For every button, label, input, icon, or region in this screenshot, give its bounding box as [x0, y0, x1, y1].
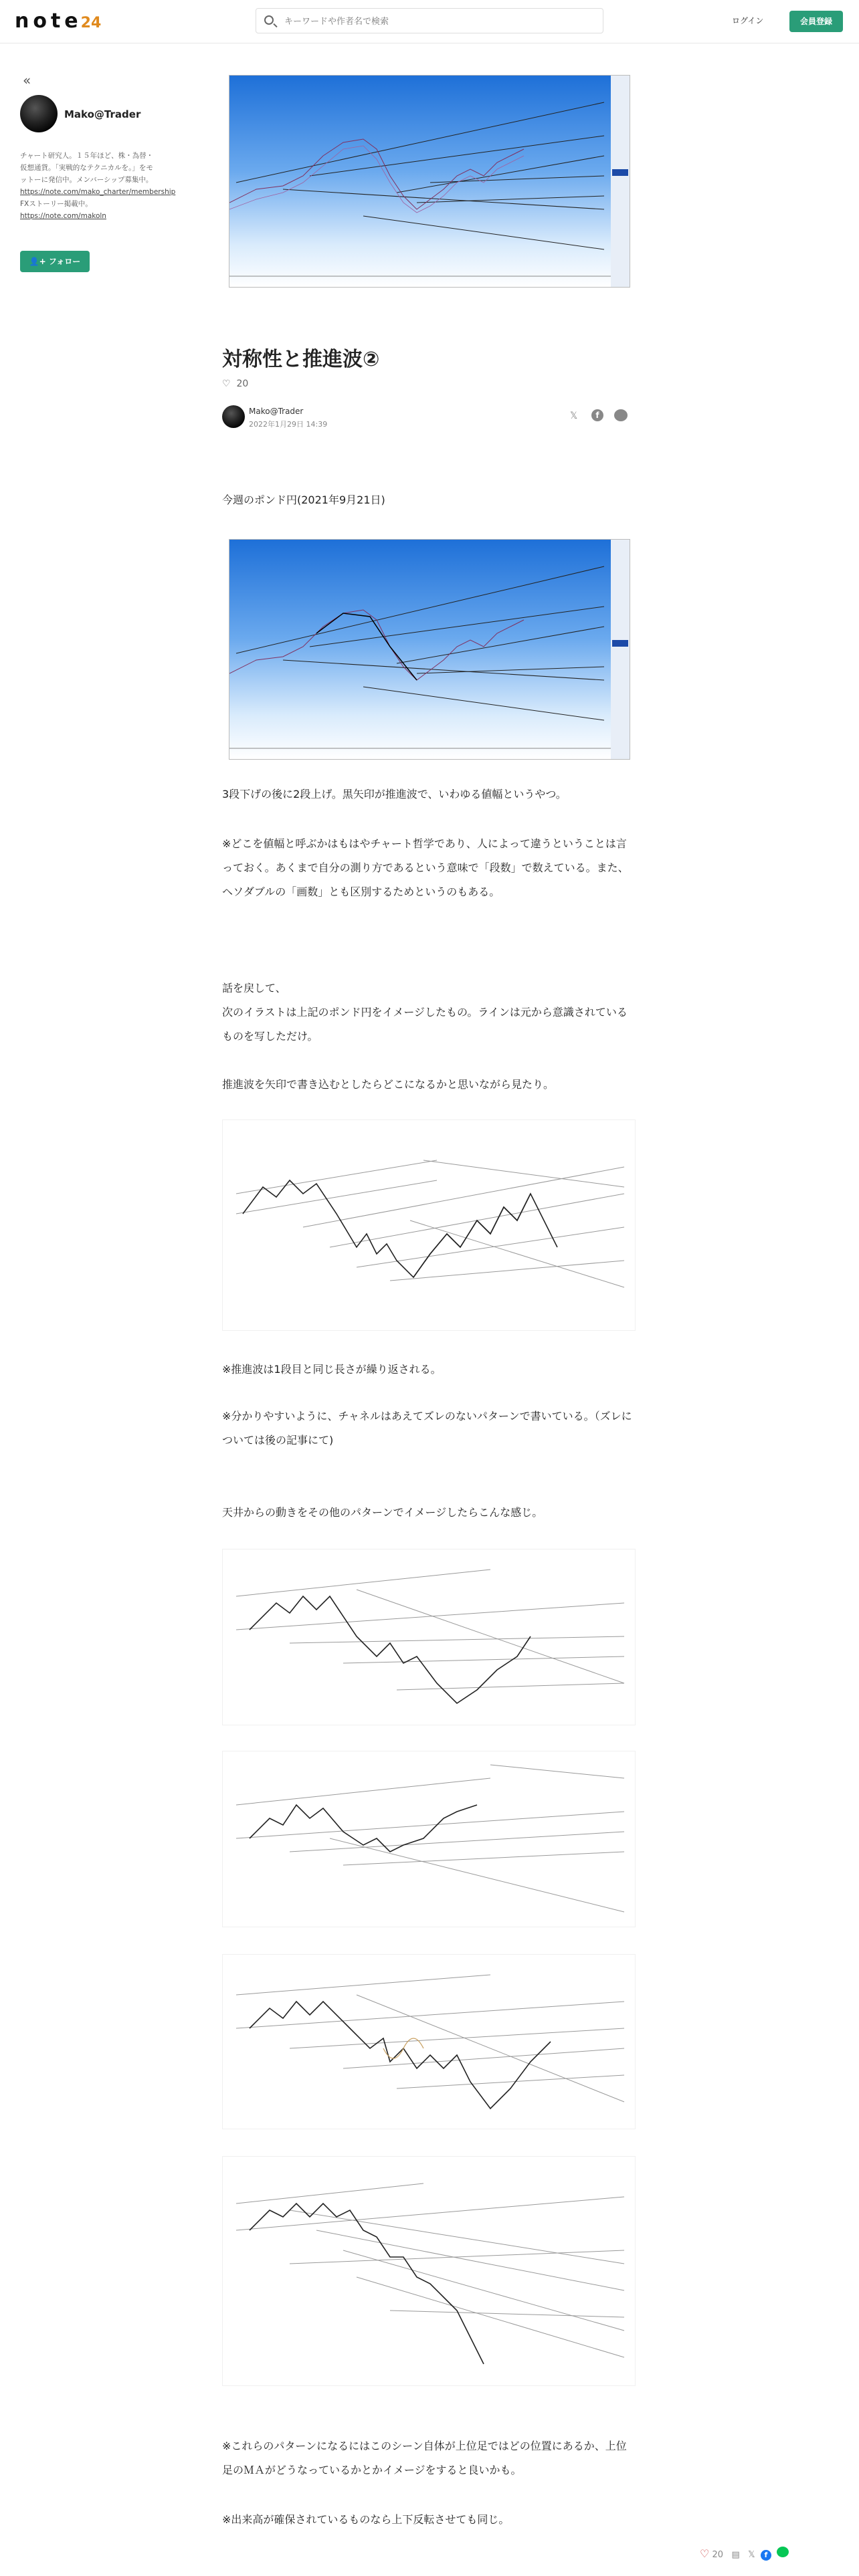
like-button[interactable]: [222, 379, 248, 389]
bio-text-mid: FXストーリー掲載中。: [20, 200, 92, 208]
login-link[interactable]: ログイン: [732, 16, 764, 25]
article-title: 対称性と推進波②: [222, 348, 380, 371]
user-name[interactable]: Mako@Trader: [64, 108, 141, 120]
heart-icon: ♡: [222, 379, 231, 389]
facebook-share-icon[interactable]: f: [761, 2550, 771, 2561]
signup-button[interactable]: 会員登録: [789, 11, 843, 32]
illustration-image: [222, 1549, 636, 1725]
logo-badge: 24: [80, 15, 102, 31]
facebook-share-icon[interactable]: f: [591, 409, 603, 421]
user-bio: [20, 150, 176, 222]
bottom-like-count: 20: [712, 2550, 724, 2560]
publish-date: 2022年1月29日 14:39: [249, 420, 328, 429]
avatar[interactable]: [20, 95, 58, 132]
search-input[interactable]: [283, 13, 593, 30]
site-header: [0, 0, 859, 43]
bio-link-profile[interactable]: https://note.com/makoln: [20, 212, 106, 220]
illustration-image: [222, 1119, 636, 1331]
illustration-image: [222, 2156, 636, 2386]
x-share-icon[interactable]: 𝕏: [748, 2550, 755, 2560]
paragraph: ※これらのパターンになるにはこのシーン自体が上位足ではどの位置にあるか、上位足のＭＡがどうなっているかとかイメージをすると良いかも。: [222, 2440, 627, 2476]
bio-text: チャート研究人。１５年ほど、株・為替・仮想通貨。「実戦的なテクニカルを。」をモットーに発信中。メンバーシップ募集中。: [20, 152, 154, 184]
gbpjpy-chart-image: [229, 539, 630, 760]
line-share-icon[interactable]: [614, 409, 628, 421]
chart-lines: [229, 540, 630, 759]
paragraph: ※分かりやすいように、チャネルはあえてズレのないパターンで書いている。（ズレについては後の記事にて): [222, 1410, 632, 1446]
illustration-image: [222, 1954, 636, 2129]
price-scale: [611, 76, 630, 287]
bottom-action-bar: [700, 2547, 789, 2561]
search-icon: [264, 15, 274, 25]
follow-label: フォロー: [48, 257, 81, 266]
chevron-double-left-icon[interactable]: «: [23, 72, 31, 88]
chart-lines: [229, 76, 630, 287]
illustration-image: [222, 1751, 636, 1927]
paragraph: ※推進波は1段目と同じ長さが繰り返される。: [222, 1363, 442, 1376]
author-name[interactable]: Mako@Trader: [249, 407, 304, 416]
magazine-add-icon[interactable]: ▤: [731, 2550, 740, 2560]
logo-text: note: [15, 9, 82, 33]
follow-button[interactable]: [20, 251, 90, 272]
line-share-icon[interactable]: [777, 2547, 789, 2557]
paragraph: 天井からの動きをその他のパターンでイメージしたらこんな感じ。: [222, 1506, 543, 1519]
search-box[interactable]: [256, 8, 603, 33]
author-avatar[interactable]: [222, 405, 245, 428]
paragraph: 話を戻して、 次のイラストは上記のポンド円をイメージしたもの。ラインは元から意識されているものを写しただけ。: [222, 982, 628, 1043]
x-share-icon[interactable]: 𝕏: [570, 411, 578, 421]
like-count: 20: [236, 379, 249, 389]
site-logo[interactable]: [15, 9, 101, 33]
bio-link-membership[interactable]: https://note.com/mako_charter/membership: [20, 188, 176, 196]
paragraph: 3段下げの後に2段上げ。黒矢印が推進波で、いわゆる値幅というやつ。: [222, 788, 567, 800]
paragraph: 今週のポンド円(2021年9月21日): [222, 494, 385, 506]
paragraph: ※どこを値幅と呼ぶかはもはやチャート哲学であり、人によって違うということは言っておく。あくまで自分の測り方であるという意味で「段数」で数えている。また、ヘソダブルの「画数」とも区別するためというのもある。: [222, 837, 629, 898]
eyecatch-chart-image: [229, 75, 630, 288]
heart-icon[interactable]: ♡: [700, 2547, 710, 2560]
paragraph: ※出来高が確保されているものなら上下反転させても同じ。: [222, 2513, 510, 2526]
paragraph: 推進波を矢印で書き込むとしたらどこになるかと思いながら見たり。: [222, 1078, 555, 1091]
user-plus-icon: 👤+: [29, 257, 46, 266]
